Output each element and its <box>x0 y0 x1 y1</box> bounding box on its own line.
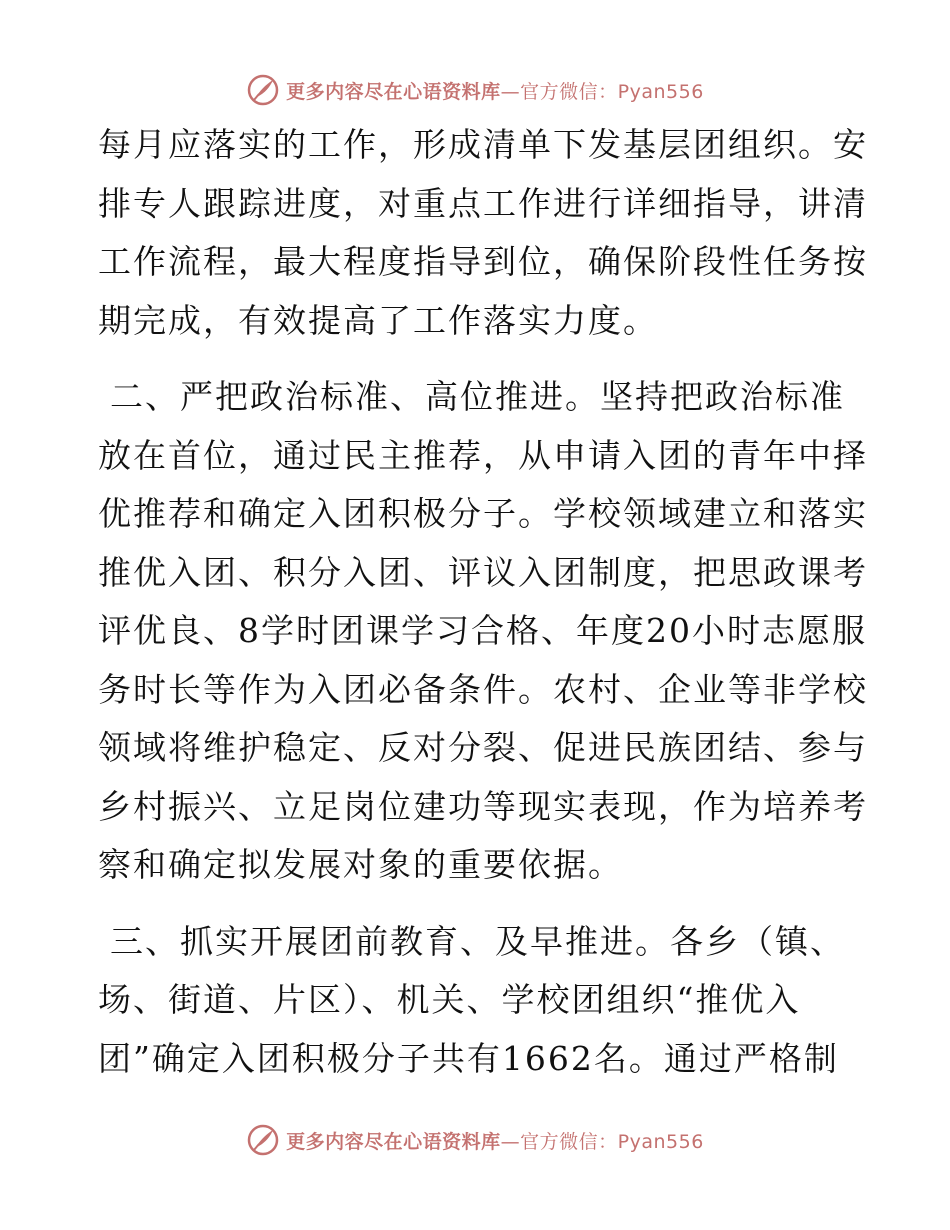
footer-brand: 更多内容尽在心语资料库 <box>286 1130 501 1153</box>
footer-banner <box>0 1120 950 1160</box>
text-line: 团”确定入团积极分子共有1662名。通过严格制 <box>98 1038 839 1078</box>
header-text <box>286 77 704 104</box>
header-banner <box>0 70 950 110</box>
text-line: 工作流程，最大程度指导到位，确保阶段性任务按 <box>98 242 868 281</box>
header-separator: — <box>500 80 521 103</box>
text-line: 务时长等作为入团必备条件。农村、企业等非学校 <box>98 669 868 709</box>
text-line: 推优入团、积分入团、评议入团制度，把思政课考 <box>98 552 868 592</box>
header-contact: 官方微信：Pyan556 <box>520 80 704 103</box>
text-line: 优推荐和确定入团积极分子。学校领域建立和落实 <box>98 494 868 533</box>
text-line: 期完成，有效提高了工作落实力度。 <box>98 300 658 340</box>
paragraph-2 <box>98 368 868 895</box>
footer-text <box>286 1127 704 1154</box>
text-line: 乡村振兴、立足岗位建功等现实表现，作为培养考 <box>98 786 868 826</box>
document-body <box>98 116 868 1088</box>
footer-separator: — <box>500 1130 521 1153</box>
text-line: 场、街道、片区）、机关、学校团组织“推优入 <box>98 980 801 1019</box>
paragraph-3 <box>98 913 858 1089</box>
text-line: 领域将维护稳定、反对分裂、促进民族团结、参与 <box>98 728 868 767</box>
feather-pen-circle-icon <box>246 73 280 107</box>
text-line: 排专人跟踪进度，对重点工作进行详细指导，讲清 <box>98 183 868 223</box>
text-line: 二、严把政治标准、高位推进。坚持把政治标准 <box>110 377 845 416</box>
footer-contact: 官方微信：Pyan556 <box>520 1130 704 1153</box>
text-line: 察和确定拟发展对象的重要依据。 <box>98 845 623 884</box>
text-line: 放在首位，通过民主推荐，从申请入团的青年中择 <box>98 435 868 475</box>
paragraph-1 <box>98 116 868 350</box>
text-line: 每月应落实的工作，形成清单下发基层团组织。安 <box>98 125 868 164</box>
header-brand: 更多内容尽在心语资料库 <box>286 80 501 103</box>
text-line: 三、抓实开展团前教育、及早推进。各乡（镇、 <box>110 921 845 961</box>
feather-pen-circle-icon <box>246 1123 280 1157</box>
text-line: 评优良、8学时团课学习合格、年度20小时志愿服 <box>98 611 867 650</box>
